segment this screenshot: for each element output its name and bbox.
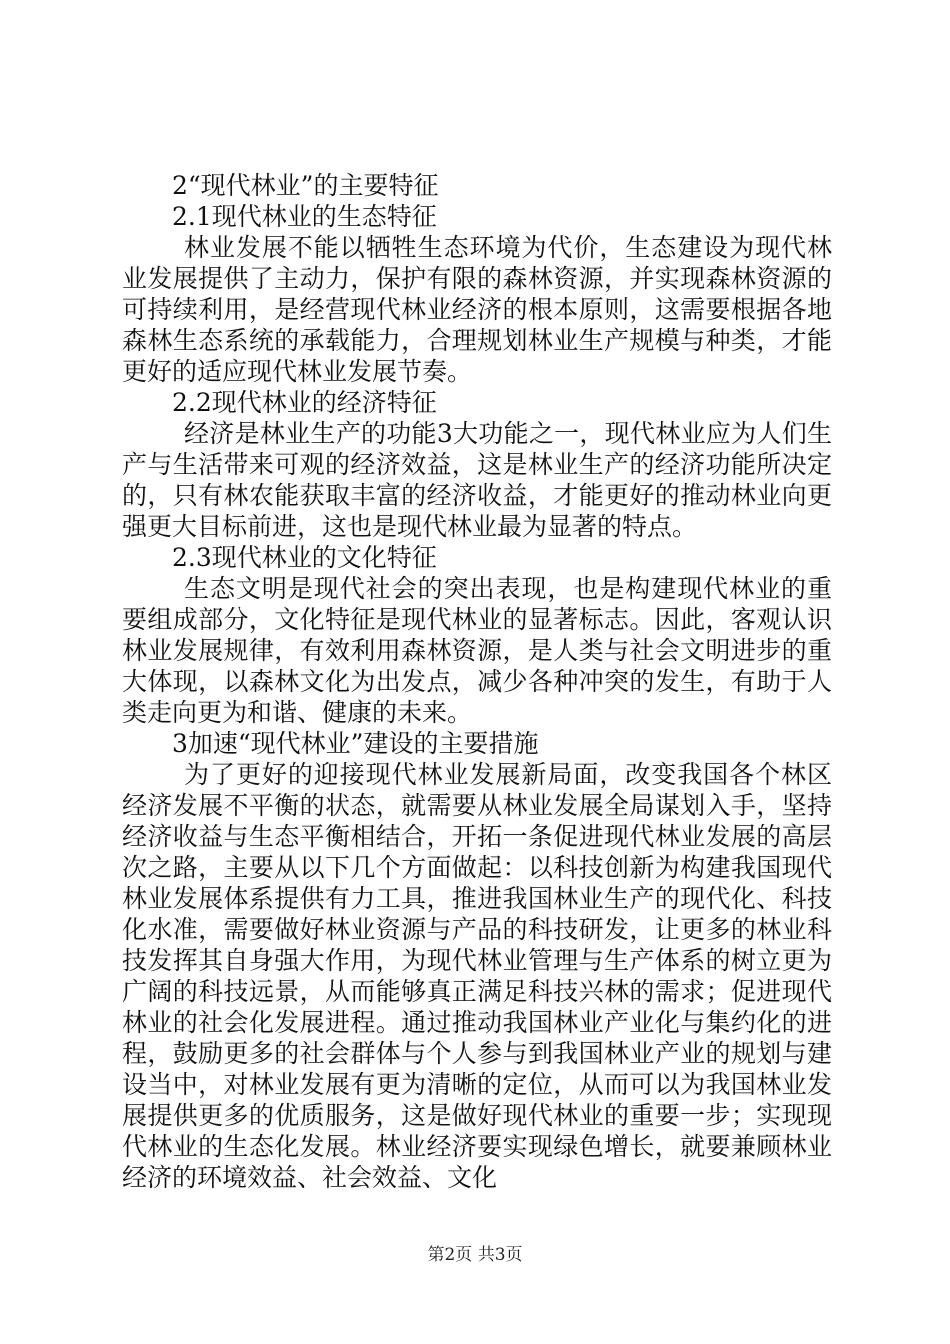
section-heading-2-3: 2.3现代林业的文化特征 xyxy=(172,543,437,572)
section-heading-2-2: 2.2现代林业的经济特征 xyxy=(172,388,437,417)
section-heading-2: 2“现代林业”的主要特征 xyxy=(172,171,439,200)
document-body xyxy=(122,170,832,1193)
paragraph-cultural: 生态文明是现代社会的突出表现，也是构建现代林业的重要组成部分，文化特征是现代林业的显著标志。因此，客观认识林业发展规律，有效利用森林资源，是人类与社会文明进步的重大体现，以森林文化为出发点，减少各种冲突的发生，有助于人类走向更为和谐、健康的未来。 xyxy=(122,574,832,727)
paragraph-economic: 经济是林业生产的功能3大功能之一，现代林业应为人们生产与生活带来可观的经济效益，这是林业生产的经济功能所决定的，只有林农能获取丰富的经济收益，才能更好的推动林业向更强更大目标前进，这也是现代林业最为显著的特点。 xyxy=(122,419,832,541)
paragraph-ecological: 林业发展不能以牺牲生态环境为代价，生态建设为现代林业发展提供了主动力，保护有限的森林资源，并实现森林资源的可持续利用，是经营现代林业经济的根本原则，这需要根据各地森林生态系统的承载能力，合理规划林业生产规模与种类，才能更好的适应现代林业发展节奏。 xyxy=(122,233,832,386)
section-heading-2-1: 2.1现代林业的生态特征 xyxy=(172,202,437,231)
section-heading-3: 3加速“现代林业”建设的主要措施 xyxy=(172,729,539,758)
paragraph-measures: 为了更好的迎接现代林业发展新局面，改变我国各个林区经济发展不平衡的状态，就需要从林业发展全局谋划入手，坚持经济收益与生态平衡相结合，开拓一条促进现代林业发展的高层次之路，主要从以下几个方面做起：以科技创新为构建我国现代林业发展体系提供有力工具，推进我国林业生产的现代化、科技化水准，需要做好林业资源与产品的科技研发，让更多的林业科技发挥其自身强大作用，为现代林业管理与生产体系的树立更为广阔的科技远景，从而能够真正满足科技兴林的需求；促进现代林业的社会化发展进程。通过推动我国林业产业化与集约化的进程，鼓励更多的社会群体与个人参与到我国林业产业的规划与建设当中，对林业发展有更为清晰的定位，从而可以为我国林业发展提供更多的优质服务，这是做好现代林业的重要一步；实现现代林业的生态化发展。林业经济要实现绿色增长，就要兼顾林业经济的环境效益、社会效益、文化 xyxy=(122,760,832,1192)
page-footer: 第2页 共3页 xyxy=(427,1245,523,1265)
